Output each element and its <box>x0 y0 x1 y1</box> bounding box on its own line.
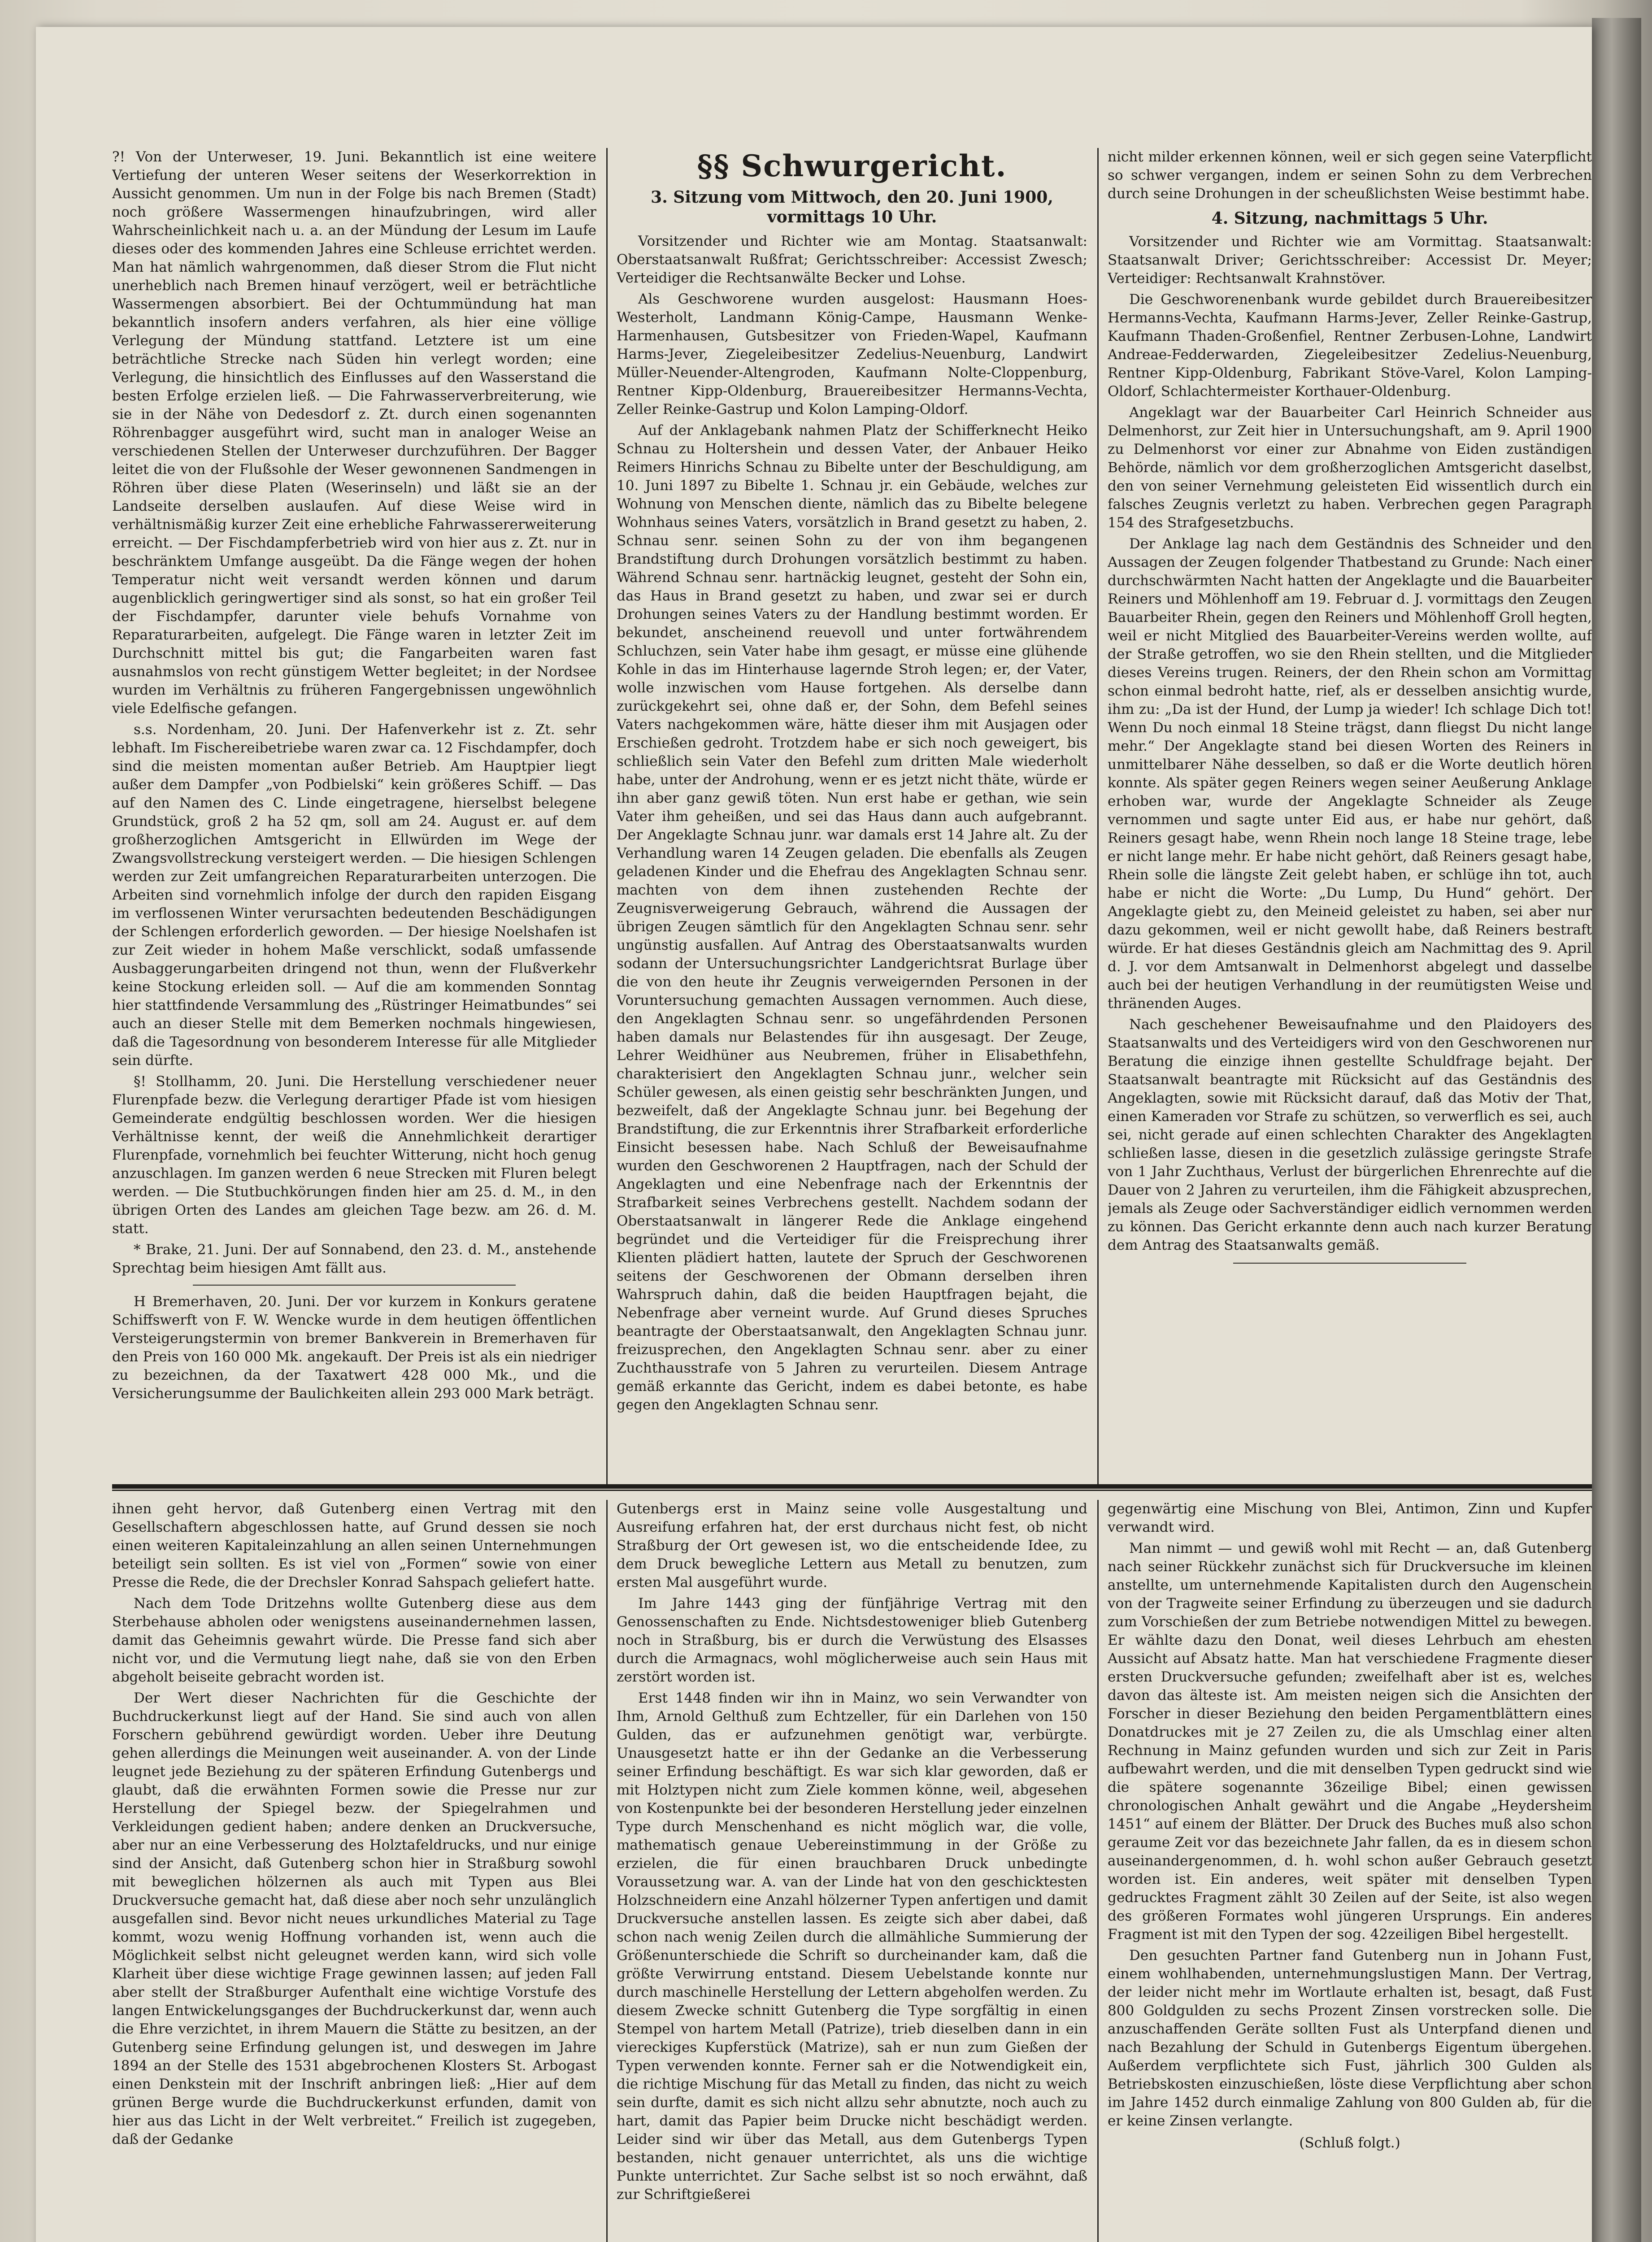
separator <box>1233 1263 1466 1264</box>
court-paragraph: Angeklagt war der Bauarbeiter Carl Heinrich Schneider aus Delmenhorst, zur Zeit hier in Untersuchungshaft, am 9. April 1900 zu Delmenhorst vor einer zur Abnahme von Eiden zuständigen Behörde, nämlich vor dem großherzoglichen Amtsgericht daselbst, den von seiner Vernehmung geleisteten Eid wissentlich durch ein falsches Zeugnis verletzt zu haben. Verbrechen gegen Paragraph 154 des Strafgesetzbuchs. <box>1108 404 1592 531</box>
article-nordenham: s.s. Nordenham, 20. Juni. Der Hafenverkehr ist z. Zt. sehr lebhaft. Im Fischereibetriebe waren zwar ca. 12 Fischdampfer, doch sind die meisten momentan außer Betrieb. Am Hauptpier liegt außer dem Dampfer „von Podbielski“ kein größeres Schiff. — Das auf den Namen des C. Linde eingetragene, hierselbst belegene Grundstück, groß 2 ha 52 qm, soll am 24. August er. auf dem großherzoglichen Amtsgericht in Ellwürden im Wege der Zwangsvollstreckung versteigert werden. — Die hiesigen Schlengen werden zur Zeit umfangreichen Reparaturarbeiten unterzogen. Die Arbeiten sind vornehmlich infolge der durch den rapiden Eisgang im verflossenen Winter verursachten bedeutenden Beschädigungen der Schlengen erforderlich geworden. — Der hiesige Noelshafen ist zur Zeit wieder in hohem Maße verschlickt, sodaß umfassende Ausbaggerungarbeiten dringend not thun, wenn der Flußverkehr keine Stockung erleiden soll. — Auf die am kommenden Sonntag hier stattfindende Versammlung des „Rüstringer Heimatbundes“ sei auch an dieser Stelle mit dem Bemerken nochmals hingewiesen, daß die Tagesordnung von besonderem Interesse für alle Mitglieder sein dürfte. <box>112 721 596 1069</box>
session-heading: 4. Sitzung, nachmittags 5 Uhr. <box>1211 209 1488 228</box>
feuilleton-paragraph: Im Jahre 1443 ging der fünfjährige Vertrag mit den Genossenschaften zu Ende. Nichtsdestoweniger blieb Gutenberg noch in Straßburg, bis er durch die Verwüstung des Elsasses durch die Armagnacs, wohl möglicherweise auch sein Haus mit zerstört worden ist. <box>617 1595 1087 1685</box>
court-paragraph: Vorsitzender und Richter wie am Vormittag. Staatsanwalt: Staatsanwalt Driver; Gerichtsschreiber: Accessist Dr. Meyer; Verteidiger: Rechtsanwalt Krahnstöver. <box>1108 234 1592 287</box>
article-bremerhaven: H Bremerhaven, 20. Juni. Der vor kurzem in Konkurs geratene Schiffswerft von F. W. Wencke wurde in dem heutigen öffentlichen Versteigerungstermin von bremer Bankverein in Bremerhaven für den Preis von 160 000 Mk. angekauft. Der Preis ist als ein niedriger zu bezeichnen, da der Taxatwert 428 000 Mk., und die Versicherungsumme der Baulichkeiten allein 293 000 Mark beträgt. <box>112 1294 596 1402</box>
article-unterweser: ?! Von der Unterweser, 19. Juni. Bekanntlich ist eine weitere Vertiefung der unteren Weser seitens der Weserkorrektion in Aussicht genommen. Um nun in der Folge bis nach Bremen (Stadt) noch größere Wassermengen hinaufzubringen, wird aller Wahrscheinlichkeit nach u. a. an der Mündung der Lesum im Laufe dieses oder des kommenden Jahres eine Schleuse errichtet werden. Man hat nämlich wahrgenommen, daß dieser Strom die Flut nicht unerheblich nach Bremen hinauf verzögert, weil er beträchtliche Wassermengen absorbiert. Bei der Ochtummündung hat man bekanntlich insofern anders verfahren, als hier eine völlige Verlegung der Mündung stattfand. Letztere ist um eine beträchtliche Strecke nach Süden hin verlegt worden; eine Verlegung, die hinsichtlich des Einflusses auf den Wasserstand die besten Erfolge erzielen ließ. — Die Fahrwasserverbreiterung, wie sie in der Nähe von Dedesdorf z. Zt. durch einen sogenannten Röhrenbagger ausgeführt wird, sucht man in analoger Weise an verschiedenen Stellen der Unterweser durchzuführen. Der Bagger leitet die von der Flußsohle der Weser gewonnenen Sandmengen in Röhren über diese Platen (Weserinseln) und läßt sie an der Landseite derselben auslaufen. Auf diese Weise wird in verhältnismäßig kurzer Zeit eine erhebliche Fahrwassererweiterung erreicht. — Der Fischdampferbetrieb wird von hier aus z. Zt. nur in beschränktem Umfange ausgeübt. Da die Fänge wegen der hohen Temperatur nicht weit versandt werden können und darum augenblicklich geringwertiger sind als sonst, so hat ein großer Teil der Fischdampfer, darunter viele behufs Vornahme von Reparaturarbeiten, aufgelegt. Die Fänge waren in letzter Zeit im Durchschnitt mittel bis gut; die Fangarbeiten waren fast ausnahmslos von recht günstigem Wetter begleitet; in der Nordsee wurden im Verhältnis zu früheren Fangergebnissen ungewöhnlich viele Edelfische gefangen. <box>112 149 596 717</box>
feuilleton-paragraph: ihnen geht hervor, daß Gutenberg einen Vertrag mit den Gesellschaftern abgeschlossen hatte, auf Grund dessen sie noch einen weiteren Kapitaleinzahlung an allen seinen Unternehmungen beteiligt sein sollten. Es ist viel von „Formen“ sowie von einer Presse die Rede, die der Drechsler Konrad Sahspach geliefert hatte. <box>112 1501 596 1590</box>
feuilleton-paragraph: gegenwärtig eine Mischung von Blei, Antimon, Zinn und Kupfer verwandt wird. <box>1108 1501 1592 1535</box>
column-rule-4 <box>1097 1500 1099 2242</box>
feuilleton-paragraph: Nach dem Tode Dritzehns wollte Gutenberg diese aus dem Sterbehause abholen oder wenigstens auseinandernehmen lassen, damit das Geheimnis gewahrt würde. Die Presse fand sich aber nicht vor, und die Vermutung liegt nahe, daß sie von den Erben abgeholt beiseite gebracht worden ist. <box>112 1595 596 1685</box>
feuilleton-column-left <box>112 1500 596 2242</box>
feuilleton-column-right <box>1108 1500 1592 2242</box>
feuilleton-paragraph: Den gesuchten Partner fand Gutenberg nun in Johann Fust, einem wohlhabenden, unternehmungslustigen Mann. Der Vertrag, der leider nicht mehr im Wortlaute erhalten ist, besagt, daß Fust 800 Goldgulden zu sechs Prozent Zinsen vorstrecken solle. Die anzuschaffenden Geräte sollten Fust als Unterpfand dienen und nach Bezahlung der Schuld in Gutenbergs Eigentum übergehen. Außerdem verpflichtete sich Fust, jährlich 300 Gulden als Betriebskosten einzuschießen, löste diese Verpflichtung aber schon im Jahre 1452 durch einmalige Zahlung von 800 Gulden ab, für die er keine Zinsen verlangte. <box>1108 1947 1592 2129</box>
feuilleton-paragraph: Man nimmt — und gewiß wohl mit Recht — an, daß Gutenberg nach seiner Rückkehr zunächst sich für Druckversuche im kleinen anstellte, um unternehmende Kapitalisten durch den Augenschein von der Tragweite seiner Erfindung zu überzeugen und sie dadurch zum Vorschießen der zum Betriebe notwendigen Mittel zu bewegen. Er wählte dazu den Donat, weil dieses Lehrbuch am ehesten Aussicht auf Absatz hatte. Man hat verschiedene Fragmente dieser ersten Druckversuche gefunden; zweifelhaft aber ist es, welches davon das älteste ist. Am meisten neigen sich die Ansichten der Forscher in dieser Beziehung den beiden Pergamentblättern eines Donatdruckes mit je 27 Zeilen zu, die als Umschlag einer alten Rechnung in Mainz gefunden wurden und sich zur Zeit in Paris aufbewahrt werden, und die mit denselben Typen gedruckt sind wie die spätere sogenannte 36zeilige Bibel; einen gewissen chronologischen Anhalt gewährt und die Angabe „Heydersheim 1451“ auf einem der Blätter. Der Druck des Buches muß also schon geraume Zeit vor das bezeichnete Jahr fallen, da es in diesem schon auseinandergenommen, d. h. wohl schon außer Gebrauch gesetzt worden ist. Ein anderes, weit später mit denselben Typen gedrucktes Fragment zählt 30 Zeilen auf der Seite, ist also wegen des größeren Formates wohl jüngeren Ursprungs. Ein anderes Fragment ist mit den Typen der sog. 42zeiligen Bibel hergestellt. <box>1108 1540 1592 1942</box>
news-column-right <box>1108 148 1592 1489</box>
session-heading: 3. Sitzung vom Mittwoch, den 20. Juni 1900, <box>651 188 1053 207</box>
session-time: vormittags 10 Uhr. <box>767 208 937 226</box>
court-paragraph: Der Anklage lag nach dem Geständnis des Schneider und den Aussagen der Zeugen folgender Thatbestand zu Grunde: Nach einer durchschwärmten Nacht hatten der Angeklagte und die Bauarbeiter Reiners und Möhlenhoff am 19. Februar d. J. vormittags den Zeugen Bauarbeiter Rhein, gegen den Reiners und Möhlenhoff Groll hegten, weil er nicht Mitglied des Bauarbeiter-Vereins werden wollte, auf der Straße getroffen, wo sie den Rhein stellten, und die Mitglieder dieses Vereins trugen. Reiners, der den Rhein schon am Vormittag schon einmal bedroht hatte, rief, als er desselben ansichtig wurde, ihm zu: „Da ist der Hund, der Lump ja wieder! Ich schlage Dich tot! Wenn Du noch einmal 18 Steine trägst, dann fliegst Du nicht lange mehr.“ Der Angeklagte stand bei diesen Worten des Reiners in unmittelbarer Nähe desselben, so daß er die Worte deutlich hören konnte. Als später gegen Reiners wegen seiner Aeußerung Anklage erhoben war, wurde der Angeklagte Schneider als Zeuge vernommen und sagte unter Eid aus, er habe nur gehört, daß Reiners gesagt habe, wenn Rhein noch lange 18 Steine trage, lebe er nicht lange mehr. Er habe nicht gehört, daß Reiners gesagt habe, Rhein solle die längste Zeit gelebt haben, er schlüge ihn tot, auch habe er nicht die Worte: „Du Lump, Du Hund“ gehört. Der Angeklagte giebt zu, den Meineid geleistet zu haben, sei aber nur dazu gekommen, weil er nicht gewollt habe, daß Reiners bestraft würde. Er hat dieses Geständnis gleich am Nachmittag des 9. April d. J. vor dem Amtsanwalt in Delmenhorst abgelegt und dasselbe auch bei der heutigen Verhandlung in der reumütigsten Weise und thränenden Auges. <box>1108 536 1592 1012</box>
article-stollhamm: §! Stollhamm, 20. Juni. Die Herstellung verschiedener neuer Flurenpfade bezw. die Verlegung derartiger Pfade ist vom hiesigen Gemeinderate endgültig beschlossen worden. Wer die hiesigen Verhältnisse kennt, der weiß die Annehmlichkeit derartiger Flurenpfade, vornehmlich bei feuchter Witterung, nicht hoch genug anzuschlagen. Im ganzen werden 6 neue Strecken mit Fluren belegt werden. — Die Stutbuchkörungen finden hier am 25. d. M., in den übrigen Orten des Landes am gleichen Tage bezw. am 26. d. M. statt. <box>112 1073 596 1237</box>
article-brake: * Brake, 21. Juni. Der auf Sonnabend, den 23. d. M., anstehende Sprechtag beim hiesigen Amt fällt aus. <box>112 1242 596 1276</box>
column-rule-3 <box>606 1500 608 2242</box>
court-paragraph: Auf der Anklagebank nahmen Platz der Schifferknecht Heiko Schnau zu Holtershein und dessen Vater, der Anbauer Heiko Reimers Hinrichs Schnau zu Bibelte unter der Beschuldigung, am 10. Juni 1897 zu Bibelte 1. Schnau jr. ein Gebäude, welches zur Wohnung von Menschen diente, nämlich das zu Bibelte belegene Wohnhaus seines Vaters, vorsätzlich in Brand gesetzt zu haben, 2. Schnau senr. seinen Sohn zu der von ihm begangenen Brandstiftung durch Drohungen vorsätzlich bestimmt zu haben. Während Schnau senr. hartnäckig leugnet, gesteht der Sohn ein, das Haus in Brand gesetzt zu haben, und zwar sei er durch Drohungen seines Vaters zu der Handlung bestimmt worden. Er bekundet, anscheinend reuevoll und unter fortwährendem Schluchzen, sein Vater habe ihm gesagt, er müsse eine glühende Kohle in das im Hinterhause lagernde Stroh legen; er, der Vater, wolle inzwischen vom Hause fortgehen. Als derselbe dann zurückgekehrt sei, ohne daß er, der Sohn, dem Befehl seines Vaters nachgekommen wäre, hätte dieser ihm mit Ausjagen oder Erschießen gedroht. Trotzdem habe er sich noch geweigert, bis schließlich sein Vater den Befehl zum dritten Male wiederholt habe, unter der Androhung, wenn er es jetzt nicht thäte, würde er ihn aber ganz gewiß töten. Nun erst habe er gethan, wie sein Vater ihm geheißen, und sei das Haus dann auch aufgebrannt. Der Angeklagte Schnau junr. war damals erst 14 Jahre alt. Zu der Verhandlung waren 14 Zeugen geladen. Die ebenfalls als Zeugen geladenen Kinder und die Ehefrau des Angeklagten Schnau senr. machten von dem ihnen zustehenden Rechte der Zeugnisverweigerung Gebrauch, während die Aussagen der übrigen Zeugen sämtlich für den Angeklagten Schnau senr. sehr ungünstig ausfallen. Auf Antrag des Oberstaatsanwalts wurden sodann der Untersuchungsrichter Landgerichtsrat Burlage über die von den heute ihr Zeugnis verweigernden Personen in der Voruntersuchung gemachten Aussagen vernommen. Auch diese, den Angeklagten Schnau senr. so ungefährdenden Personen haben damals nur Belastendes für ihn ausgesagt. Der Zeuge, Lehrer Weidhüner aus Neubremen, früher in Elisabethfehn, charakterisiert den Angeklagten Schnau junr., welcher sein Schüler gewesen, als einen geistig sehr beschränkten Jungen, und bezweifelt, daß der Angeklagte Schnau junr. bei Begehung der Brandstiftung, die zur Erkenntnis ihrer Strafbarkeit erforderliche Einsicht besessen habe. Nach Schluß der Beweisaufnahme wurden den Geschworenen 2 Hauptfragen, nach der Schuld der Angeklagten und eine Nebenfrage nach der Erkenntnis der Strafbarkeit seines Verbrechens gestellt. Nachdem sodann der Oberstaatsanwalt in längerer Rede die Anklage eingehend begründet und die Verteidiger für die Freisprechung ihrer Klienten plädiert hatten, lautete der Spruch der Geschworenen seitens der Geschworenen der Obmann derselben ihren Wahrspruch dahin, daß die beiden Hauptfragen bejaht, die Nebenfrage aber verneint wurde. Auf Grund dieses Spruches beantragte der Oberstaatsanwalt, den Angeklagten Schnau junr. freizusprechen, den Angeklagten Schnau senr. aber zu einer Zuchthausstrafe von 5 Jahren zu verurteilen. Diesem Antrage gemäß erkannte das Gericht, indem es dabei betonte, es habe gegen den Angeklagten Schnau senr. <box>617 422 1087 1413</box>
book-edge <box>1592 18 1641 2242</box>
separator <box>193 1285 516 1286</box>
news-column-left <box>112 148 596 1489</box>
court-column <box>617 148 1087 1489</box>
court-paragraph: Als Geschworene wurden ausgelost: Hausmann Hoes-Westerholt, Landmann König-Campe, Hausmann Wenke-Harmenhausen, Gutsbesitzer von Frieden-Wapel, Kaufmann Harms-Jever, Ziegeleibesitzer Zedelius-Neuenburg, Landwirt Müller-Neuender-Altengroden, Kaufmann Nolte-Cloppenburg, Rentner Kipp-Oldenburg, Brauereibesitzer Hermanns-Vechta, Zeller Reinke-Gastrup und Kolon Lamping-Oldorf. <box>617 291 1087 417</box>
feuilleton-column-middle <box>617 1500 1087 2242</box>
column-rule-2 <box>1097 148 1099 1489</box>
column-rule-1 <box>606 148 608 1489</box>
section-title: §§ Schwurgericht. <box>697 148 1007 183</box>
court-paragraph: Nach geschehener Beweisaufnahme und den Plaidoyers des Staatsanwalts und des Verteidigers wird von den Geschworenen nur Beratung die einzige ihnen gestellte Schuldfrage bejaht. Der Staatsanwalt beantragte mit Rücksicht auf das Geständnis des Angeklagten, sowie mit Rücksicht darauf, daß das Motiv der That, einen Kameraden vor Strafe zu schützen, so verwerflich es sei, auch sei, nicht gerade auf einen schlechten Charakter des Angeklagten schließen lasse, diesen in die gesetzlich zulässige geringste Strafe von 1 Jahr Zuchthaus, Verlust der bürgerlichen Ehrenrechte auf die Dauer von 2 Jahren zu verurteilen, ihm die Fähigkeit abzusprechen, jemals als Zeuge oder Sachverständiger eidlich vernommen werden zu können. Das Gericht erkannte denn auch nach kurzer Beratung dem Antrag des Staatsanwalts gemäß. <box>1108 1017 1592 1253</box>
court-paragraph: Vorsitzender und Richter wie am Montag. Staatsanwalt: Oberstaatsanwalt Rußfrat; Gerichtsschreiber: Accessist Zwesch; Verteidiger die Rechtsanwälte Becker und Lohse. <box>617 233 1087 286</box>
feuilleton-paragraph: Erst 1448 finden wir ihn in Mainz, wo sein Verwandter von Ihm, Arnold Gelthuß zum Echtzeller, für ein Darlehen von 150 Gulden, das er aufzunehmen genötigt war, verbürgte. Unausgesetzt hatte er ihn der Gedanke an die Verbesserung seiner Erfindung beschäftigt. Es war sich klar geworden, daß er mit Holztypen nicht zum Ziele kommen könne, weil, abgesehen von Kostenpunkte bei der besonderen Herstellung jeder einzelnen Type durch Menschenhand es nicht möglich war, die volle, mathematisch genaue Uebereinstimmung in der Größe zu erzielen, die für einen brauchbaren Druck unbedingte Voraussetzung war. A. van der Linde hat von den geschicktesten Holzschneidern eine Anzahl hölzerner Typen anfertigen und damit Druckversuche anstellen lassen. Es zeigte sich aber dabei, daß schon nach wenig Zeilen durch die allmähliche Summierung der Größenunterschiede die Schrift so durcheinander kam, daß die größte Verwirrung entstand. Diesem Uebelstande konnte nur durch maschinelle Herstellung der Lettern abgeholfen werden. Zu diesem Zwecke schnitt Gutenberg die Type sorgfältig in einen Stempel von hartem Metall (Patrize), trieb dieselben dann in ein viereckiges Kupferstück (Matrize), sah er nun zum Gießen der Typen verwenden konnte. Ferner sah er die Notwendigkeit ein, die richtige Mischung für das Metall zu finden, das nicht zu weich sein durfte, damit es sich nicht allzu sehr abnutzte, noch auch zu hart, damit das Papier beim Drucke nicht beschädigt werden. Leider sind wir über das Metall, aus dem Gutenbergs Typen bestanden, nicht genauer unterrichtet, als uns die wichtige Punkte unterrichtet. Zur Sache selbst ist so noch erwähnt, daß zur Schriftgießerei <box>617 1690 1087 2203</box>
court-paragraph: nicht milder erkennen können, weil er sich gegen seine Vaterpflicht so schwer vergangen, indem er seinen Sohn zu dem Verbrechen durch seine Drohungen in der scheußlichsten Weise bestimmt habe. <box>1108 149 1592 202</box>
court-paragraph: Die Geschworenenbank wurde gebildet durch Brauereibesitzer Hermanns-Vechta, Kaufmann Harms-Jever, Zeller Reinke-Gastrup, Kaufmann Thaden-Großenfiel, Rentner Zerbusen-Lohne, Landwirt Andreae-Fedderwarden, Ziegeleibesitzer Zedelius-Neuenburg, Rentner Kipp-Oldenburg, Fabrikant Stöve-Varel, Kolon Lamping-Oldorf, Schlachtermeister Korthauer-Oldenburg. <box>1108 291 1592 400</box>
feuilleton-paragraph: Der Wert dieser Nachrichten für die Geschichte der Buchdruckerkunst liegt auf der Hand. Sie sind auch von allen Forschern gebührend gewürdigt worden. Ueber ihre Deutung gehen allerdings die Meinungen weit auseinander. A. von der Linde leugnet jede Beziehung zu der späteren Erfindung Gutenbergs und glaubt, daß die erwähnten Formen sowie die Presse nur zur Herstellung der Spiegel bezw. der Spiegelrahmen und Verkleidungen gedient haben; andere denken an Druckversuche, aber nur an eine Verbesserung des Holztafeldrucks, und nur einige sind der Ansicht, daß Gutenberg schon hier in Straßburg sowohl mit beweglichen hölzernen als auch mit Typen aus Blei Druckversuche gemacht hat, daß diese aber noch sehr unzulänglich ausgefallen sind. Bevor nicht neues urkundliches Material zu Tage kommt, wozu wenig Hoffnung vorhanden ist, wenn auch die Möglichkeit selbst nicht geleugnet werden kann, wird sich volle Klarheit über diese wichtige Frage gewinnen lassen; auf jeden Fall aber stellt der Straßburger Aufenthalt eine wichtige Vorstufe des langen Entwickelungsganges der Buchdruckerkunst dar, wenn auch die Ehre verzichtet, in ihrem Mauern die Stätte zu besitzen, an der Gutenberg seine Erfindung gelungen ist, und deswegen im Jahre 1894 an der Stelle des 1531 abgebrochenen Klosters St. Arbogast einen Denkstein mit der Inschrift anbringen ließ: „Hier auf dem grünen Berge wurde die Buchdruckerkunst erfunden, damit von hier aus das Licht in der Welt verbreitet.“ Freilich ist zugegeben, daß der Gedanke <box>112 1690 596 2147</box>
to-be-continued: (Schluß folgt.) <box>1299 2135 1400 2151</box>
feuilleton-paragraph: Gutenbergs erst in Mainz seine volle Ausgestaltung und Ausreifung erfahren hat, der erst durchaus nicht fest, ob nicht Straßburg der Ort gewesen ist, wo die entscheidende Idee, zu dem Druck bewegliche Lettern aus Metall zu benutzen, zum ersten Mal ausgeführt wurde. <box>617 1501 1087 1590</box>
